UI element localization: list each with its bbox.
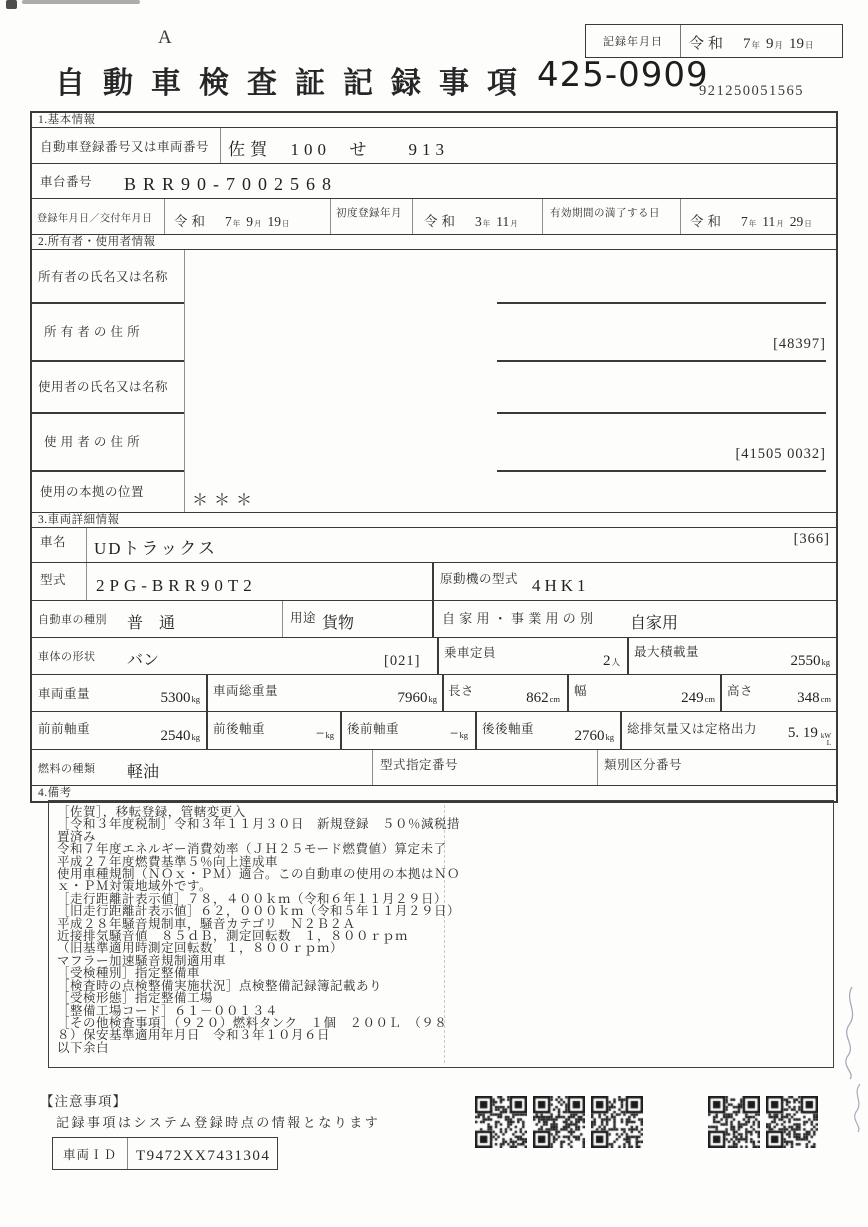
fuel-type-label: 燃料の種類 (38, 762, 96, 775)
qr-code (475, 1096, 527, 1148)
chassis-number-label: 車台番号 (40, 175, 93, 189)
remark-line: （旧基準適用時測定回転数 １，８００ｒｐｍ） (57, 941, 344, 956)
registration-number-label: 自動車登録番号又は車両番号 (40, 139, 210, 154)
qr-code (591, 1096, 643, 1148)
remark-line: ［令和３年度税制］令和３年１１月３０日 新規登録 ５０％減税措 (57, 817, 461, 832)
remark-line: 平成２７年度燃費基準５％向上達成車 (57, 854, 279, 869)
remark-line: 使用車種規制（ＮＯｘ・ＰＭ）適合。この自動車の使用の本拠はＮＯ (57, 867, 461, 882)
corner-mark: A (158, 27, 173, 48)
engine-model-label: 原動機の型式 (440, 572, 519, 586)
use-label: 用途 (290, 611, 317, 625)
remark-line: ［佐賀］，移転登録，管轄変更入 (57, 805, 246, 819)
serial-number: 921250051565 (699, 83, 804, 99)
class-category-number-label: 類別区分番号 (604, 758, 683, 772)
payload-label: 最大積載量 (634, 645, 700, 659)
section-header-vehicle-details: 3.車両詳細情報 (32, 513, 836, 528)
type-certification-number-label: 型式指定番号 (380, 758, 459, 772)
user-name-label: 使用者の氏名又は名称 (38, 380, 169, 394)
notice-text: 記録事項はシステム登録時点の情報となります (56, 1115, 381, 1130)
owner-address-code: [48397] (773, 336, 826, 352)
kind-use-row (32, 601, 836, 638)
axle-front-front-label: 前前軸重 (38, 722, 91, 736)
first-registration-label: 初度登録年月 (336, 208, 402, 219)
record-date-label: 記録年月日 (586, 25, 681, 57)
axle-front-front-value: 2540kg (160, 728, 200, 744)
scan-smudge-decoration (6, 0, 17, 9)
axle-front-rear-value: −kg (316, 726, 334, 742)
height-label: 高さ (727, 684, 754, 698)
chassis-number-row (32, 164, 836, 199)
registration-date-label: 登録年月日／交付年月日 (37, 213, 153, 224)
use-value: 貨物 (322, 615, 355, 632)
remarks-box (48, 800, 834, 1068)
qr-code (533, 1096, 585, 1148)
first-registration-value: 令和 3 年 11 月 (424, 214, 518, 229)
base-location-value: ＊＊＊ (192, 492, 259, 509)
era-text: 令和 (689, 36, 728, 52)
remark-line: 以下余白 (57, 1040, 110, 1055)
remark-line: ［受検種別］指定整備車 (57, 966, 201, 981)
model-row (32, 563, 836, 601)
model-label: 型式 (40, 573, 67, 587)
fuel-row (32, 750, 836, 786)
vehicle-id-value: T9472XX7431304 (136, 1148, 271, 1164)
expiry-date-label: 有効期間の満了する日 (550, 208, 660, 219)
body-shape-code: [021] (384, 653, 421, 669)
registration-number-value: 佐賀 100 せ 913 (228, 140, 449, 159)
owner-address-row (32, 302, 836, 360)
axle-front-rear-label: 前後軸重 (213, 722, 266, 736)
remark-line: ［整備工場コード］６１－００１３４ (57, 1003, 279, 1018)
engine-model-value: 4HK1 (532, 576, 590, 595)
remark-line: 近接排気騒音値 ８５ｄＢ，測定回転数 １，８００ｒｐｍ (57, 929, 409, 944)
document-title: 自動車検査証記録事項 (55, 67, 535, 100)
registration-number-row (32, 128, 836, 164)
section-header-basic-info: 1.基本情報 (32, 113, 836, 128)
displacement-value: 5. 19 kW L (787, 725, 831, 747)
expiry-date-value: 令和 7 年 11 月 29 日 (690, 214, 812, 229)
user-name-row (32, 360, 836, 412)
payload-value: 2550kg (790, 653, 830, 669)
owner-name-row (32, 250, 836, 302)
main-table (30, 111, 838, 803)
section-header-remarks: 4.備考 (38, 787, 72, 799)
capacity-value: 2人 (602, 653, 620, 669)
base-location-label: 使用の本拠の位置 (40, 485, 145, 499)
width-value: 249cm (681, 690, 715, 706)
record-date-value: 令和 7 年 9 月 19 日 (681, 25, 842, 57)
remark-line: 平成２８年騒音規制車，騒音カテゴリ Ｎ２Ｂ２Ａ (57, 916, 356, 931)
vehicle-id-box (52, 1137, 278, 1170)
notice-header: 【注意事項】 (40, 1094, 127, 1109)
axle-rear-rear-label: 後後軸重 (482, 722, 535, 736)
private-business-value: 自家用 (630, 615, 679, 632)
weights-dimensions-row (32, 675, 836, 712)
user-address-label: 使 用 者 の 住 所 (44, 435, 141, 449)
owner-name-label: 所有者の氏名又は名称 (38, 270, 169, 284)
remark-line: 令和７年度エネルギー消費効率（ＪＨ２５モード燃費値）算定未了 (57, 842, 447, 857)
axle-rear-rear-value: 2760kg (574, 728, 614, 744)
vehicle-name-code: [366] (793, 531, 830, 547)
remark-line: ［走行距離計表示値］７８，４００ｋｍ（令和６年１１月２９日） (57, 891, 448, 906)
private-business-label: 自 家 用 ・ 事 業 用 の 別 (442, 611, 594, 626)
vehicle-kind-value: 普 通 (127, 615, 176, 632)
remark-line: ［旧走行距離計表示値］６２，０００ｋｍ（令和５年１１月２９日） (57, 904, 461, 919)
qr-code (766, 1096, 818, 1148)
length-value: 862cm (526, 690, 560, 706)
section-header-owner-info: 2.所有者・使用者情報 (32, 235, 836, 250)
fuel-type-value: 軽油 (127, 764, 160, 781)
vehicle-name-label: 車名 (40, 535, 67, 549)
remarks-text (57, 806, 825, 1054)
qr-code (708, 1096, 760, 1148)
scan-smudge-decoration (22, 0, 140, 4)
base-location-row (32, 470, 836, 513)
axle-rear-front-label: 後前軸重 (347, 722, 400, 736)
user-address-row (32, 412, 836, 470)
model-value: 2PG-BRR90T2 (96, 576, 257, 595)
capacity-label: 乗車定員 (444, 646, 497, 660)
axle-rear-front-value: −kg (450, 726, 468, 742)
record-date-box (585, 24, 843, 58)
owner-address-label: 所 有 者 の 住 所 (44, 325, 141, 339)
vehicle-name-row (32, 528, 836, 563)
handwritten-scribble-decoration (838, 985, 864, 1081)
vehicle-id-label: 車両ＩＤ (53, 1138, 128, 1169)
remark-line: ８）保安基準適用年月日 令和３年１０月６日 (57, 1028, 331, 1043)
remark-line: ［検査時の点検整備実施状況］点検整備記録簿記載あり (57, 978, 383, 993)
vehicle-kind-label: 自動車の種別 (38, 614, 107, 626)
chassis-number-value: BRR90-7002568 (124, 174, 339, 194)
width-label: 幅 (574, 684, 588, 698)
body-shape-row (32, 638, 836, 675)
handwritten-scribble-decoration (848, 1082, 868, 1134)
registration-date-value: 令和 7 年 9 月 19 日 (174, 214, 290, 229)
displacement-label: 総排気量又は定格出力 (627, 722, 758, 736)
body-shape-value: バン (127, 652, 160, 669)
height-value: 348cm (797, 690, 831, 706)
remark-line: ［受検形態］指定整備工場 (57, 991, 214, 1006)
user-address-code: [41505 0032] (735, 446, 826, 462)
axle-weights-row (32, 712, 836, 750)
vehicle-weight-value: 5300kg (160, 690, 200, 706)
vehicle-weight-label: 車両重量 (38, 687, 91, 701)
length-label: 長さ (448, 684, 475, 698)
remark-line: ［その他検査事項］（９２０）燃料タンク １個 ２００Ｌ （９８ (57, 1015, 448, 1030)
gross-weight-label: 車両総重量 (213, 684, 279, 698)
dates-row (32, 199, 836, 235)
gross-weight-value: 7960kg (397, 690, 437, 706)
vehicle-name-value: UDトラックス (94, 539, 218, 558)
document-number: 425-0909 (537, 55, 709, 95)
remark-line: 置済み (57, 829, 97, 844)
body-shape-label: 車体の形状 (38, 651, 96, 663)
remark-line: ｘ・ＰＭ対策地域外です。 (57, 879, 213, 894)
remark-line: マフラー加速騒音規制適用車 (57, 953, 227, 968)
